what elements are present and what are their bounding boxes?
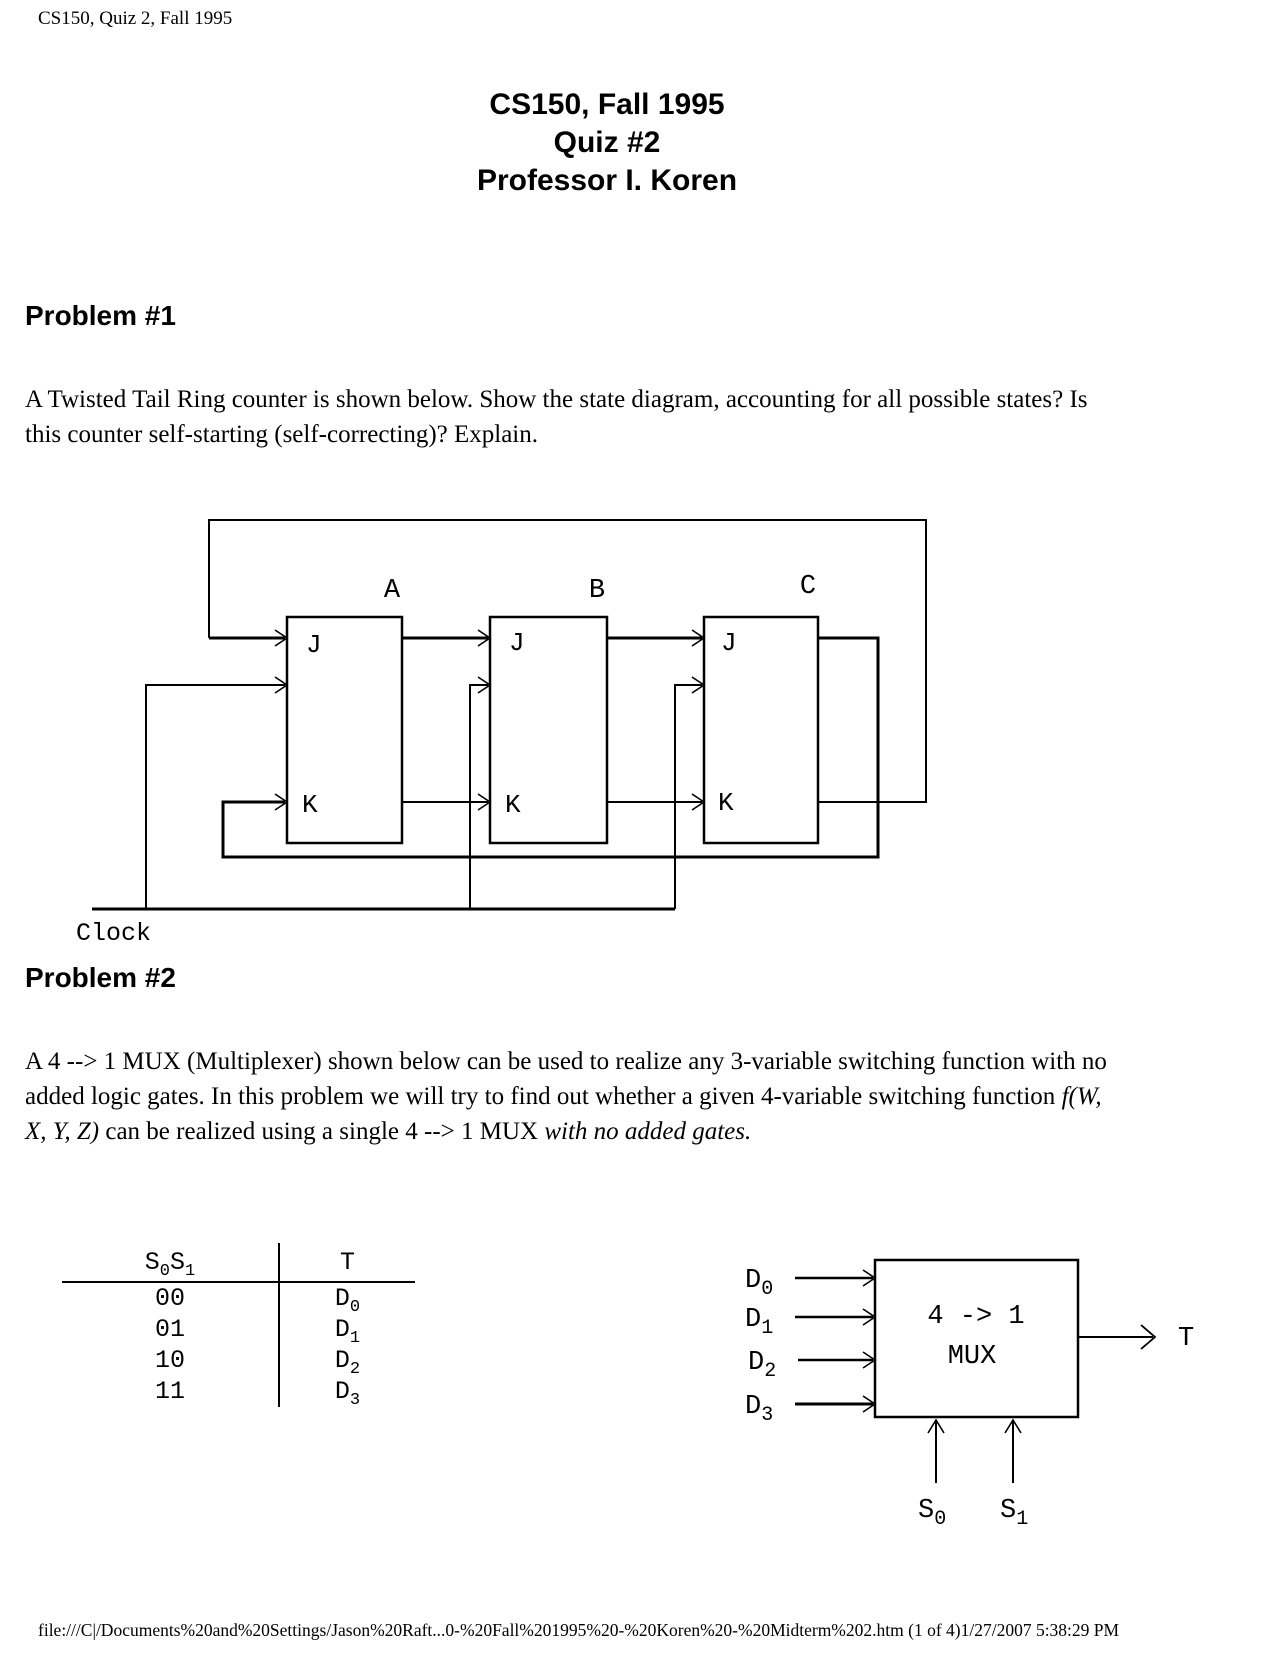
table-row: [62, 1282, 415, 1314]
mux-box: [875, 1260, 1078, 1417]
flipflop-b-label: B: [588, 576, 606, 606]
quiz-title-block: [0, 86, 1214, 200]
data-sub: 2: [349, 1360, 361, 1379]
data-sub: 3: [349, 1391, 361, 1410]
mux-select-arrowheads: [928, 1420, 1021, 1433]
data-sub: 0: [349, 1298, 361, 1317]
mux-input-label-d3: $D_3$: [745, 1392, 774, 1427]
clock-label: Clock: [76, 919, 152, 948]
mux-input-label-d2: $D_2$: [748, 1348, 777, 1383]
clock-riser-b: [470, 685, 488, 909]
twisted-ring-counter-diagram: [60, 500, 960, 960]
data-value-cell: [279, 1376, 415, 1410]
flipflop-a-k-label: K: [302, 790, 318, 820]
select-value-cell: 01: [62, 1314, 279, 1345]
feedback-bottom-loop-wire: [223, 638, 878, 857]
problem1-heading: Problem #1: [25, 300, 176, 331]
problem1-text: A Twisted Tail Ring counter is shown below. Show the state diagram, accounting for all possible states? Is this counter self-starting (self-correcting)? Explain.: [25, 386, 1088, 448]
header-s1-sub: 1: [185, 1261, 196, 1281]
flipflop-a-label: A: [383, 576, 401, 606]
data-value-cell: [279, 1282, 415, 1317]
table-header-selects: [62, 1243, 279, 1282]
mux-box-label-ratio: 4 -> 1: [927, 1302, 1025, 1332]
data-main: D: [334, 1346, 350, 1375]
mux-select-label-s1: $S_1$: [1000, 1496, 1029, 1531]
table-header-row: [62, 1243, 415, 1282]
mux-input-label-d0: $D_0$: [745, 1266, 774, 1301]
mux-output-label: T: [1178, 1324, 1195, 1354]
flipflop-b-j-label: J: [509, 628, 525, 658]
mux-box-label-name: MUX: [947, 1342, 997, 1372]
flipflop-c-label: C: [799, 572, 817, 602]
mux-select-label-s0: $S_0$: [918, 1496, 947, 1531]
flipflop-b-k-label: K: [505, 790, 521, 820]
header-s0-sub: 0: [159, 1261, 170, 1281]
select-value-cell: 11: [62, 1376, 279, 1407]
title-course: CS150, Fall 1995: [489, 88, 725, 121]
flipflop-c-k-label: K: [718, 788, 734, 818]
data-value-cell: [279, 1345, 415, 1379]
table-row: [62, 1345, 415, 1376]
header-s1-main: S: [170, 1247, 186, 1277]
table-row: [62, 1376, 415, 1407]
problem2-function-notation: f(W, X, Y, Z): [25, 1083, 1102, 1145]
problem2-text-part1: A 4 --> 1 MUX (Multiplexer) shown below can be used to realize any 3-variable switching function with no added logic gates. In this problem we will try to find out whether a given 4-variable switching function: [25, 1048, 1107, 1110]
data-value-cell: [279, 1314, 415, 1348]
select-value-cell: 10: [62, 1345, 279, 1376]
select-value-cell: 00: [62, 1282, 279, 1314]
data-main: D: [334, 1284, 350, 1313]
data-main: D: [334, 1377, 350, 1406]
document-header: CS150, Quiz 2, Fall 1995: [38, 8, 233, 29]
mux-input-label-d1: $D_1$: [745, 1305, 774, 1340]
problem2-heading: Problem #2: [25, 962, 176, 993]
problem2-emphasis: with no added gates.: [544, 1118, 752, 1145]
problem2-text: [25, 1044, 1120, 1149]
table-row: [62, 1314, 415, 1345]
header-s0-main: S: [144, 1247, 160, 1277]
problem2-text-part2: can be realized using a single 4 --> 1 MUX: [99, 1118, 545, 1145]
flipflop-c-j-label: J: [721, 628, 737, 658]
mux-input-arrowheads: [863, 1270, 875, 1412]
mux-select-table: [62, 1243, 415, 1410]
data-main: D: [334, 1315, 350, 1344]
file-path-footer: file:///C|/Documents%20and%20Settings/Jason%20Raft...0-%20Fall%201995%20-%20Koren%20-%20Midterm%202.htm (1 of 4)1/27/2007 5:38:29 PM: [38, 1620, 1120, 1640]
clock-riser-c: [675, 685, 702, 909]
clock-riser-a: [146, 685, 285, 909]
flipflop-a-j-label: J: [306, 630, 322, 660]
data-sub: 1: [349, 1329, 361, 1348]
title-professor: Professor I. Koren: [476, 164, 738, 197]
mux-diagram: [700, 1240, 1230, 1540]
table-header-output: T: [279, 1243, 415, 1282]
title-quiz-number: Quiz #2: [553, 126, 661, 159]
